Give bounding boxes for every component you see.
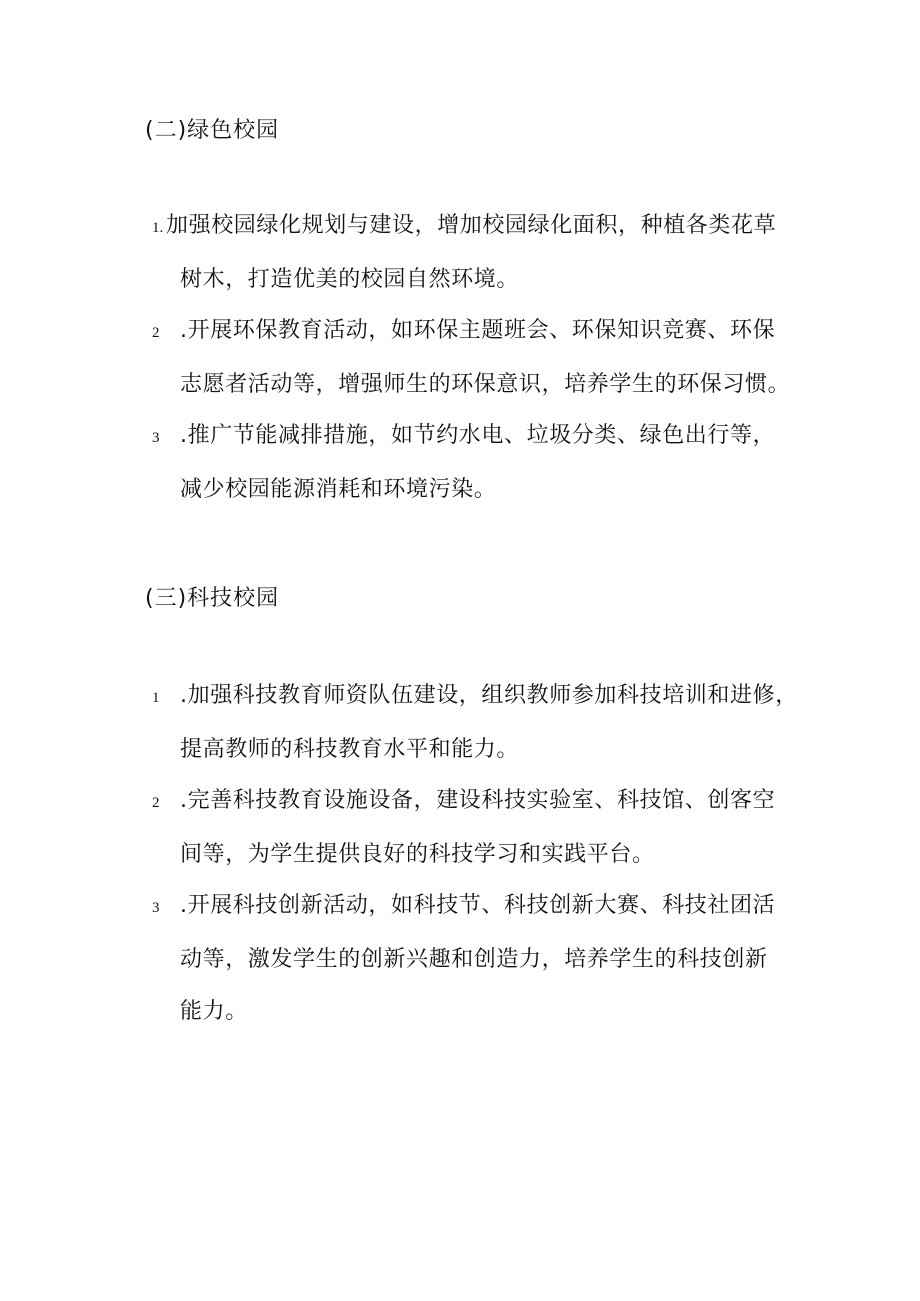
item-number: 3 [152,900,160,916]
item-text-continued: 志愿者活动等，增强师生的环保意识，培养学生的环保习惯。 [180,372,791,397]
item-text: .推广节能减排措施，如节约水电、垃圾分类、绿色出行等， [180,423,776,448]
item-text-continued: 提高教师的科技教育水平和能力。 [180,737,520,762]
item-text: 加强校园绿化规划与建设，增加校园绿化面积，种植各类花草 [166,213,777,238]
item-text-continued: 能力。 [180,999,248,1024]
item-text-continued: 间等，为学生提供良好的科技学习和实践平台。 [180,842,655,867]
item-text: .开展科技创新活动，如科技节、科技创新大赛、科技社团活 [180,893,776,918]
item-number: 2 [152,325,160,341]
item-text-continued: 动等，激发学生的创新兴趣和创造力，培养学生的科技创新 [180,947,768,972]
list-item [152,880,802,1038]
list-item [152,670,802,776]
item-text-continued: 减少校园能源消耗和环境污染。 [180,477,497,502]
section-heading-tech-campus: (三)科技校园 [145,586,280,611]
item-number: 3 [152,430,160,446]
list-item [152,305,802,411]
item-number: 2 [152,795,160,811]
list-item [152,410,802,516]
item-number: 1 [152,690,160,706]
item-text-continued: 树木，打造优美的校园自然环境。 [180,267,520,292]
item-text: .加强科技教育师资队伍建设，组织教师参加科技培训和进修， [180,683,798,708]
item-number: 1. [152,220,164,236]
list-item [152,775,802,881]
list-item [152,200,802,306]
item-text: .完善科技教育设施设备，建设科技实验室、科技馆、创客空 [180,788,776,813]
section-heading-green-campus: (二)绿色校园 [145,118,280,143]
item-text: .开展环保教育活动，如环保主题班会、环保知识竞赛、环保 [180,318,776,343]
